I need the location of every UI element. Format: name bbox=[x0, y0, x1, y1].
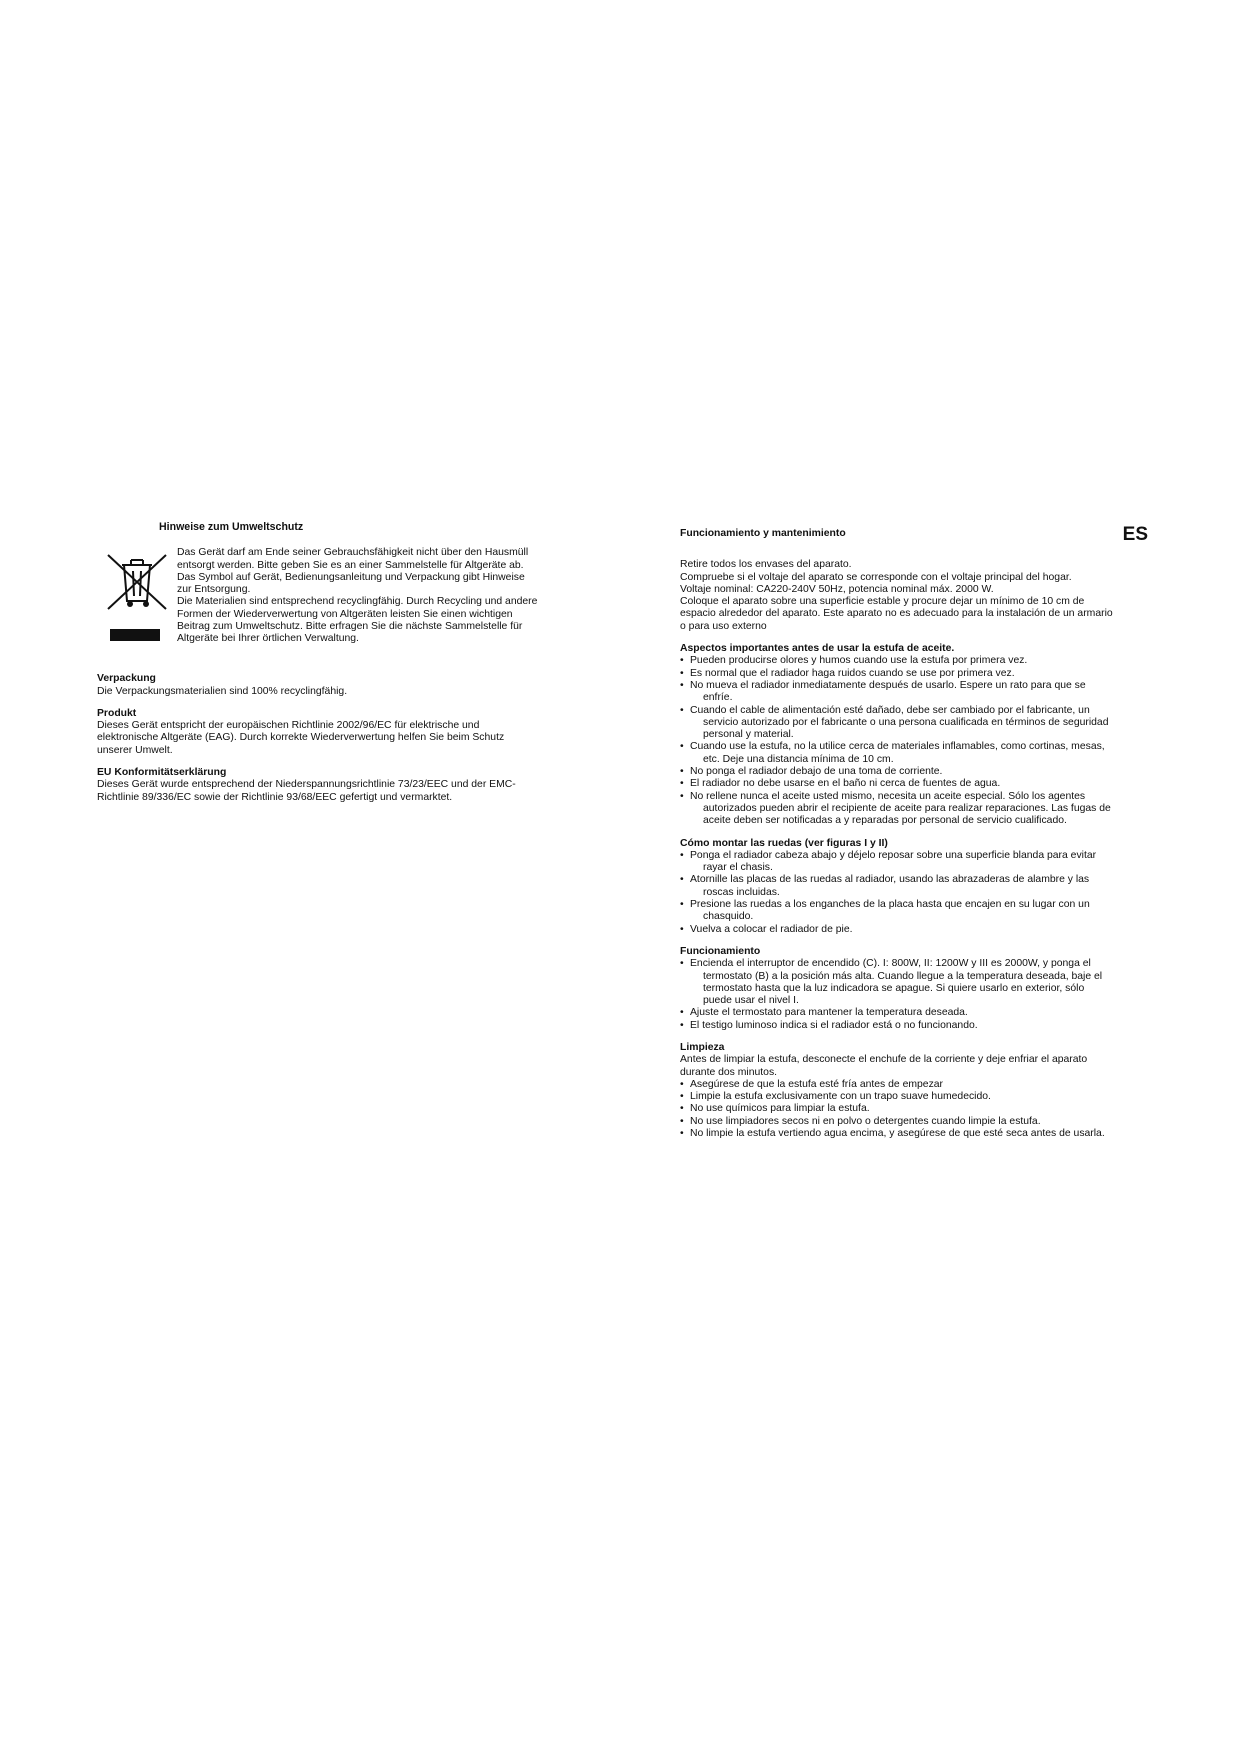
section-ruedas bbox=[680, 838, 1148, 936]
list-item: • No use químicos para limpiar la estufa. bbox=[680, 1103, 1148, 1115]
text-line: Die Materialien sind entsprechend recyclingfähig. Durch Recycling und andere bbox=[177, 596, 538, 608]
bullet-list bbox=[680, 1079, 1148, 1140]
env-block bbox=[97, 547, 567, 647]
list-item: • No mueva el radiador inmediatamente después de usarlo. Espere un rato para que se enfríe. bbox=[680, 680, 1148, 705]
list-item: • Ponga el radiador cabeza abajo y déjelo reposar sobre una superficie blanda para evitar rayar el chasis. bbox=[680, 850, 1148, 875]
text-line: espacio alrededor del aparato. Este aparato no es adecuado para la instalación de un armario bbox=[680, 608, 1113, 620]
section-konformitaet bbox=[97, 767, 567, 804]
text-line: Voltaje nominal: CA220-240V 50Hz, potencia nominal máx. 2000 W. bbox=[680, 583, 994, 595]
text-line: Die Verpackungsmaterialien sind 100% recyclingfähig. bbox=[97, 685, 348, 697]
list-item: • Cuando use la estufa, no la utilice cerca de materiales inflamables, como cortinas, mesas, etc. Deje una distancia mínima de 10 cm. bbox=[680, 741, 1148, 766]
text-line: Compruebe si el voltaje del aparato se corresponde con el voltaje principal del hogar. bbox=[680, 571, 1072, 583]
list-item: • Asegúrese de que la estufa esté fría antes de empezar bbox=[680, 1079, 1148, 1091]
text-line: entsorgt werden. Bitte geben Sie es an einer Sammelstelle für Altgeräte ab. bbox=[177, 559, 524, 571]
text-line: zur Entsorgung. bbox=[177, 584, 251, 596]
section-heading: Cómo montar las ruedas (ver figuras I y II) bbox=[680, 837, 888, 849]
section-heading: EU Konformitätserklärung bbox=[97, 767, 227, 779]
page-title: Funcionamiento y mantenimiento bbox=[680, 528, 846, 539]
text-line: Antes de limpiar la estufa, desconecte el enchufe de la corriente y deje enfriar el aparato bbox=[680, 1054, 1088, 1066]
section-limpieza bbox=[680, 1042, 1148, 1140]
text-line: Beitrag zum Umweltschutz. Bitte erfragen Sie die nächste Sammelstelle für bbox=[177, 621, 523, 633]
list-item: • El radiador no debe usarse en el baño ni cerca de fuentes de agua. bbox=[680, 778, 1148, 790]
language-badge: ES bbox=[1122, 524, 1148, 545]
list-item: • Pueden producirse olores y humos cuando use la estufa por primera vez. bbox=[680, 655, 1148, 667]
text-line: unserer Umwelt. bbox=[97, 744, 173, 756]
section-aspectos bbox=[680, 643, 1148, 827]
list-item: • Encienda el interruptor de encendido (C). I: 800W, II: 1200W y III es 2000W, y ponga el termostato (B) a la posición más alta. Cuando llegue a la temperatura deseada, baje el termostato hasta que la luz indicadora se apague. Si quiere usarlo en exterior, sólo puede usar el nivel I. bbox=[680, 958, 1148, 1007]
list-item: • No rellene nunca el aceite usted mismo, necesita un aceite especial. Sólo los agentes autorizados pueden abrir el recipiente de aceite para realizar reparaciones. Las fugas de aceite deben ser notificadas a y reparadas por personal de servicio cualificado. bbox=[680, 791, 1148, 828]
list-item: • Limpie la estufa exclusivamente con un trapo suave humedecido. bbox=[680, 1091, 1148, 1103]
bullet-list bbox=[680, 655, 1148, 827]
env-text bbox=[177, 547, 567, 647]
section-heading: Aspectos importantes antes de usar la estufa de aceite. bbox=[680, 643, 955, 655]
section-heading: Produkt bbox=[97, 707, 137, 719]
text-line: elektronische Altgeräte (EAG). Durch korrekte Wiederverwertung helfen Sie beim Schutz bbox=[97, 732, 505, 744]
intro bbox=[680, 559, 1148, 633]
text-line: Dieses Gerät wurde entsprechend der Niederspannungsrichtlinie 73/23/EEC und der EMC- bbox=[97, 779, 516, 791]
list-item: • Ajuste el termostato para mantener la temperatura deseada. bbox=[680, 1007, 1148, 1019]
right-page bbox=[680, 524, 1148, 1140]
text-line: Richtlinie 89/336/EC sowie der Richtlinie 93/68/EEC gefertigt und vermarktet. bbox=[97, 791, 453, 803]
env-icons bbox=[97, 547, 177, 647]
list-item: • Presione las ruedas a los enganches de la placa hasta que encajen en su lugar con un chasquido. bbox=[680, 899, 1148, 924]
left-page bbox=[97, 521, 567, 804]
text-line: o para uso externo bbox=[680, 620, 767, 632]
text-line: Coloque el aparato sobre una superficie estable y procure dejar un mínimo de 10 cm de bbox=[680, 596, 1085, 608]
section-funcionamiento bbox=[680, 946, 1148, 1032]
text-line: Das Symbol auf Gerät, Bedienungsanleitung und Verpackung gibt Hinweise bbox=[177, 571, 525, 583]
bullet-list bbox=[680, 958, 1148, 1032]
text-line: Altgeräte bei Ihrer örtlichen Verwaltung. bbox=[177, 633, 359, 645]
bullet-list bbox=[680, 850, 1148, 936]
list-item: • No ponga el radiador debajo de una toma de corriente. bbox=[680, 766, 1148, 778]
black-bar bbox=[110, 629, 160, 641]
list-item: • Cuando el cable de alimentación esté dañado, debe ser cambiado por el fabricante, un servicio autorizado por el fabricante o una persona cualificada en términos de seguridad personal y material. bbox=[680, 705, 1148, 742]
text-line: Dieses Gerät entspricht der europäischen Richtlinie 2002/96/EC für elektrische und bbox=[97, 720, 480, 732]
list-item: • Atornille las placas de las ruedas al radiador, usando las abrazaderas de alambre y las roscas incluidas. bbox=[680, 874, 1148, 899]
section-heading: Limpieza bbox=[680, 1041, 725, 1053]
list-item: • Vuelva a colocar el radiador de pie. bbox=[680, 924, 1148, 936]
list-item: • No use limpiadores secos ni en polvo o detergentes cuando limpie la estufa. bbox=[680, 1116, 1148, 1128]
section-heading: Funcionamiento bbox=[680, 945, 761, 957]
section-produkt bbox=[97, 708, 567, 757]
text-line: Retire todos los envases del aparato. bbox=[680, 559, 852, 571]
list-item: • No limpie la estufa vertiendo agua encima, y asegúrese de que esté seca antes de usarla. bbox=[680, 1128, 1148, 1140]
env-heading: Hinweise zum Umweltschutz bbox=[159, 521, 304, 533]
section-verpackung bbox=[97, 673, 567, 698]
list-item: • Es normal que el radiador haga ruidos cuando se use por primera vez. bbox=[680, 668, 1148, 680]
list-item: • El testigo luminoso indica si el radiador está o no funcionando. bbox=[680, 1020, 1148, 1032]
text-line: Das Gerät darf am Ende seiner Gebrauchsfähigkeit nicht über den Hausmüll bbox=[177, 547, 529, 559]
text-line: Formen der Wiederverwertung von Altgeräten leisten Sie einen wichtigen bbox=[177, 608, 513, 620]
section-heading: Verpackung bbox=[97, 673, 156, 685]
text-line: durante dos minutos. bbox=[680, 1066, 778, 1078]
crossed-out-wheelie-bin-icon bbox=[104, 551, 170, 613]
